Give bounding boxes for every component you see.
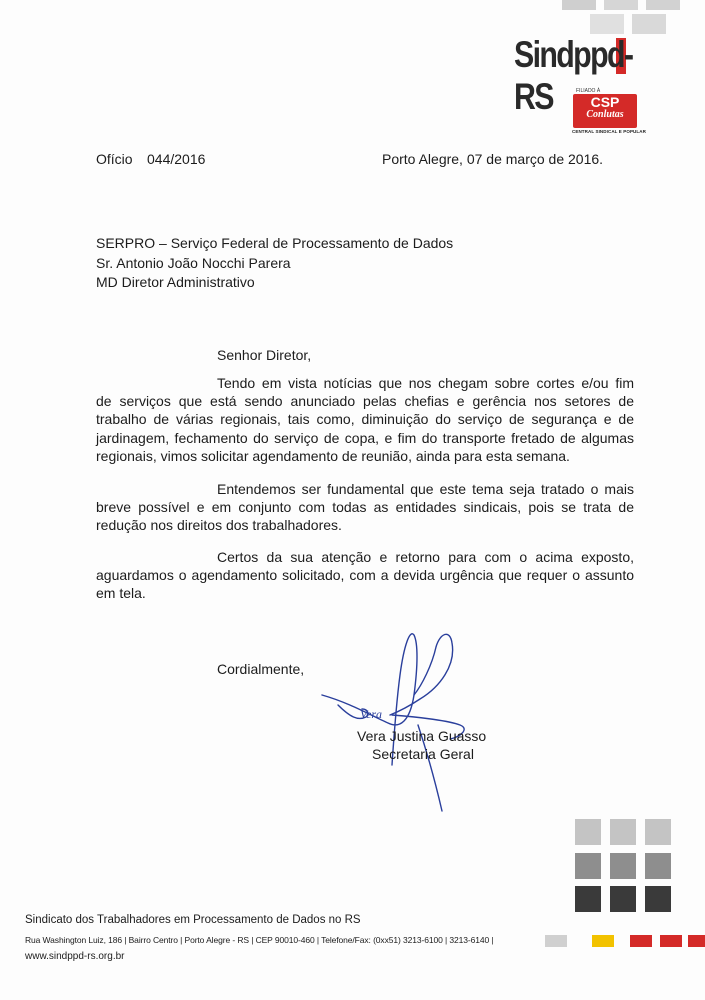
paragraph-1 [96, 374, 634, 465]
paragraph-1-rest: de serviços que está sendo anunciado pelas chefias e gerência nos setores de trabalho de várias regionais, tais como, diminuição do serviço de segurança e de jardinagem, fechamento do serviço de copa, e fim do transporte fretado de algumas regionais, vimos solicitar agendamento de reunião, ainda para esta semana. [96, 393, 634, 464]
csp-conlutas-logo [573, 94, 637, 128]
footer-website[interactable]: www.sindppd-rs.org.br [25, 951, 125, 962]
recipient-role: MD Diretor Administrativo [96, 274, 255, 290]
footer-address: Rua Washington Luiz, 186 | Bairro Centro | Porto Alegre - RS | CEP 90010-460 | Telefone/Fax: (0xx51) 3213-6100 | 3213-6140 | [25, 935, 494, 945]
paragraph-3-rest: aguardamos o agendamento solicitado, com a devida urgência que requer o assunto em tela. [96, 567, 634, 602]
signatory-title: Secretaria Geral [372, 746, 474, 762]
affiliation-caption: CENTRAL SINDICAL E POPULAR [572, 129, 646, 134]
csp-badge-text: CSP [590, 94, 620, 110]
handwritten-initials: Vera [360, 707, 382, 721]
paragraph-3 [96, 548, 634, 603]
salutation: Senhor Diretor, [217, 347, 312, 363]
paragraph-2 [96, 480, 634, 535]
oficio-number: 044/2016 [147, 151, 206, 167]
recipient-name: Sr. Antonio João Nocchi Parera [96, 255, 291, 271]
closing: Cordialmente, [217, 661, 305, 677]
signatory-name: Vera Justina Guasso [357, 728, 487, 744]
oficio-label: Ofício [96, 151, 133, 167]
paragraph-1-first-line: Tendo em vista notícias que nos chegam sobre cortes e/ou fim [217, 375, 634, 391]
place-date: Porto Alegre, 07 de março de 2016. [382, 151, 604, 167]
recipient-org: SERPRO – Serviço Federal de Processamento de Dados [96, 235, 454, 251]
handwritten-signature [310, 625, 490, 815]
affiliation-label: FILIADO À [576, 88, 601, 94]
paragraph-3-first-line: Certos da sua atenção e retorno para com o acima exposto, [217, 549, 634, 565]
paragraph-2-rest: breve possível e em conjunto com todas as entidades sindicais, pois se trata de redução nos direitos dos trabalhadores. [96, 499, 634, 534]
sindppd-logo: Sindppd-RS [514, 34, 633, 117]
footer-org-name: Sindicato dos Trabalhadores em Processamento de Dados no RS [25, 914, 361, 926]
paragraph-2-first-line: Entendemos ser fundamental que este tema seja tratado o mais [217, 481, 634, 497]
conlutas-badge-text: Conlutas [586, 109, 624, 120]
